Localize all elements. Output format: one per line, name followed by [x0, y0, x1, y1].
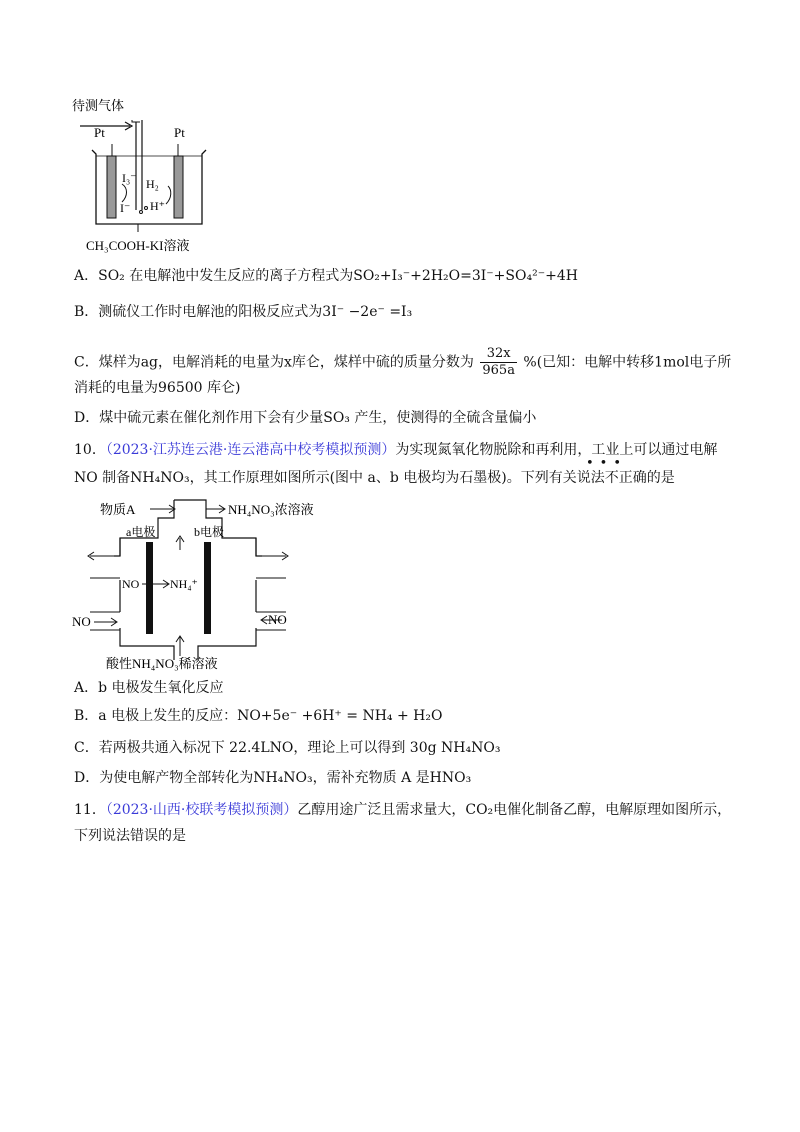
- q10-source: （2023·江苏连云港·连云港高中校考模拟预测）: [105, 442, 396, 458]
- gas-label: 待测气体: [72, 98, 125, 113]
- q9-option-a: A．SO₂ 在电解池中发生反应的离子方程式为SO₂+I₃⁻+2H₂O=3I⁻+SO₄²⁻+4H: [74, 268, 578, 284]
- q10-option-a: A．b 电极发生氧化反应: [74, 680, 224, 696]
- fraction-numerator: 32x: [480, 346, 517, 363]
- q9-option-c: [74, 346, 731, 379]
- q11-stem-part1: 乙醇用途广泛且需求量大，CO₂电催化制备乙醇，电解原理如图所示，: [297, 802, 732, 818]
- in-label: 酸性NH₄NO₃稀溶液: [106, 656, 218, 671]
- q9-option-d: D．煤中硫元素在催化剂作用下会有少量SO₃ 产生，使测得的全硫含量偏小: [74, 410, 537, 426]
- nh4-label: NH₄⁺: [170, 577, 198, 591]
- q9-option-b: B．测硫仪工作时电解池的阳极反应式为3I⁻ −2e⁻ =I₃: [74, 304, 413, 320]
- b-electrode: [204, 542, 211, 634]
- q10-option-b: B．a 电极上发生的反应：NO+5e⁻ +6H⁺ = NH₄ + H₂O: [74, 708, 443, 724]
- q9-option-c-part1: C．煤样为ag，电解消耗的电量为x库仑，煤样中硫的质量分数为: [74, 354, 474, 371]
- h-plus-label: H⁺: [150, 199, 165, 213]
- a-electrode: [146, 542, 153, 634]
- fraction-denominator: 965a: [482, 363, 515, 378]
- solution-label: CH₃COOH-KI溶液: [86, 238, 190, 253]
- no-left-label: NO: [72, 614, 91, 629]
- q11-stem-line2: 下列说法错误的是: [74, 828, 186, 844]
- q10-option-c: C．若两极共通入标况下 22.4LNO，理论上可以得到 30g NH₄NO₃: [74, 740, 501, 756]
- pt-electrode-left: [107, 156, 116, 218]
- mass-fraction: [480, 346, 517, 379]
- q11-stem-line1: [74, 800, 731, 820]
- a-electrode-label: a电极: [126, 525, 156, 539]
- q10-stem-line2: NO 制备NH₄NO₃，其工作原理如图所示(图中 a、b 电极均为石墨极)。下列有关说法不正确的是: [74, 470, 675, 486]
- emphasis-dots: •••: [586, 456, 628, 471]
- no-right-label: NO: [268, 612, 287, 627]
- q9-option-c-cont: 消耗的电量为96500 库仑): [74, 380, 241, 396]
- pt-left-label: Pt: [94, 125, 105, 140]
- q10-number: 10．: [74, 442, 106, 458]
- no-reactant-label: NO: [122, 577, 140, 591]
- nh4no3-electrolysis-figure: [70, 496, 330, 672]
- q9-option-c-part2: %(已知：电解中转移1mol电子所: [523, 354, 732, 371]
- substance-a-label: 物质A: [100, 502, 136, 517]
- pt-electrode-right: [174, 156, 183, 218]
- q10-stem-part1: 为实现氮氧化物脱除和再利用，工业上可以通过电解: [395, 442, 718, 458]
- q11-number: 11．: [74, 802, 106, 818]
- out-label: NH₄NO₃浓溶液: [228, 502, 314, 517]
- i-minus-label: I⁻: [120, 201, 131, 215]
- h2-label: H₂: [146, 177, 159, 191]
- pt-right-label: Pt: [174, 125, 185, 140]
- q11-source: （2023·山西·校联考模拟预测）: [105, 802, 298, 818]
- b-electrode-label: b电极: [194, 525, 225, 539]
- electrolysis-cell-figure: [70, 92, 270, 262]
- q10-option-d: D．为使电解产物全部转化为NH₄NO₃，需补充物质 A 是HNO₃: [74, 770, 472, 786]
- i3-label: I₃⁻: [122, 171, 137, 185]
